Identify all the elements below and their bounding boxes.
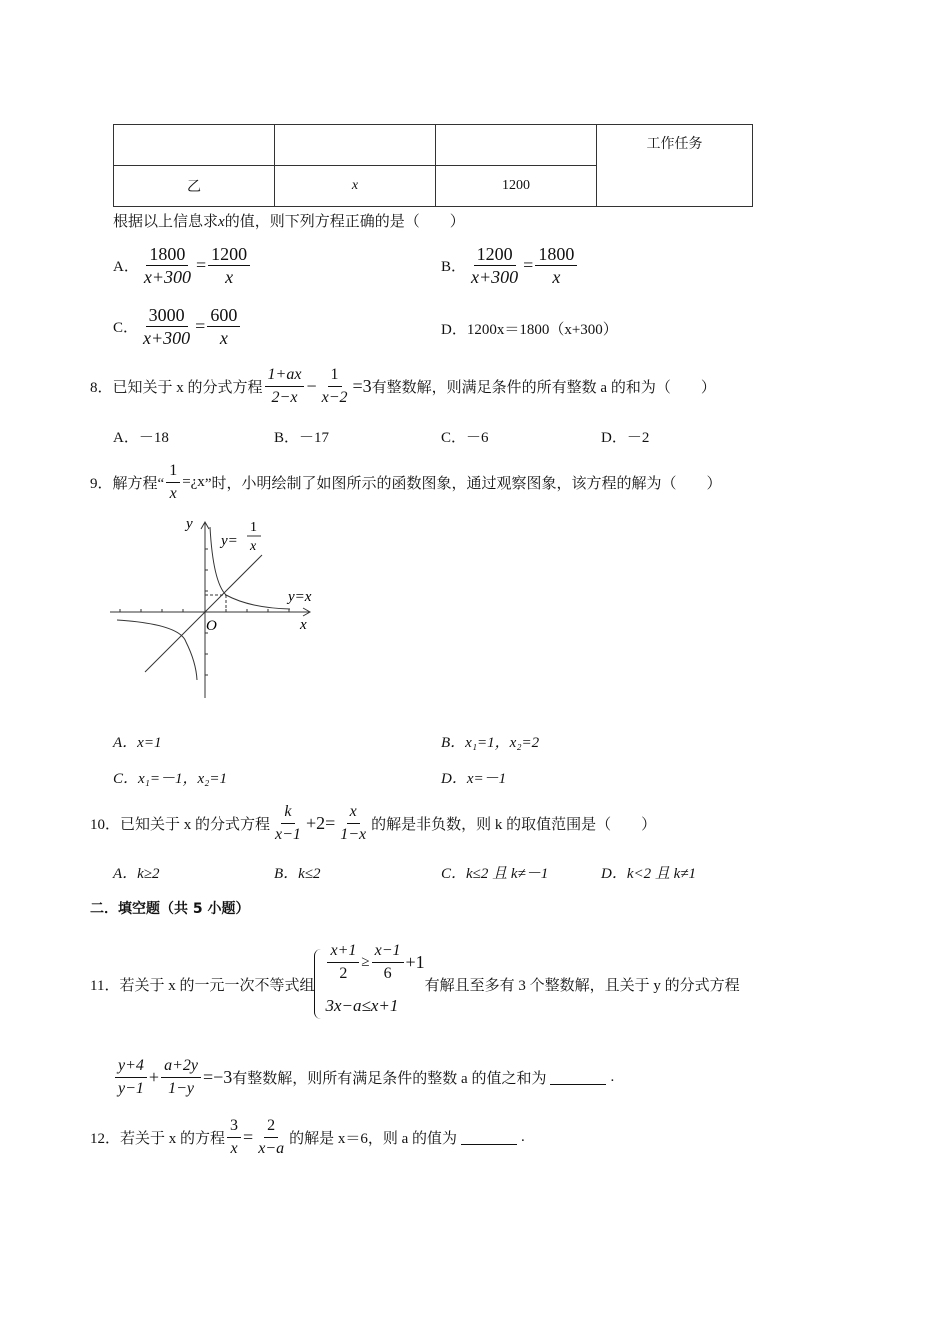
origin-label: O xyxy=(206,618,217,634)
section-heading: 二．填空题（共 5 小题） xyxy=(90,901,250,917)
line-y-eq-x xyxy=(145,555,262,672)
q9-option-a[interactable]: A．x=1 xyxy=(113,735,162,751)
hyperbola-branch-2 xyxy=(117,620,197,680)
q8-option-a[interactable]: A．－18 xyxy=(113,430,169,446)
inequality-system: $\frac{x+1}{2}$ ≥ $\frac{x-1}{6}$ +1 3x−a≤x+1 xyxy=(325,941,425,1015)
table-cell xyxy=(114,125,275,166)
y-axis-label: y xyxy=(186,516,193,532)
table-merged-cell: 工作任务 xyxy=(597,125,753,207)
q7-stem: 根据以上信息求x的值，则下列方程正确的是（ ） xyxy=(113,214,465,230)
q7-option-a[interactable]: A． $\frac{1800}{x+300}$ = $\frac{1200}{x}$ xyxy=(113,243,252,288)
line-label: y=x xyxy=(288,589,312,605)
answer-blank[interactable] xyxy=(550,1070,606,1085)
q9-stem: 9． 解方程“ $\frac{1}{x}$ =¿x ”时，小明绘制了如图所示的函数图象，通过观察图象，该方程的解为（ ） xyxy=(90,462,722,502)
table-cell: 乙 xyxy=(114,166,275,207)
system-brace xyxy=(314,949,321,1019)
curve-label-den: x xyxy=(250,539,257,554)
q9-option-c[interactable]: C．x₁=－1，x₂=1 xyxy=(113,771,227,787)
q8-stem: 8． 已知关于 x 的分式方程 $\frac{1+ax}{2-x}$ − $\frac{1}{x-2}$ =3 有整数解，则满足条件的所有整数 a 的和为（ ） xyxy=(90,366,716,406)
table-cell xyxy=(275,125,436,166)
q7-option-c[interactable]: C． $\frac{3000}{x+300}$ = $\frac{600}{x}$ xyxy=(113,304,242,349)
x-axis-label: x xyxy=(300,617,307,633)
q10-option-b[interactable]: B．k≤2 xyxy=(274,866,321,882)
q10-option-a[interactable]: A．k≥2 xyxy=(113,866,160,882)
q12-stem: 12． 若关于 x 的方程 $\frac{3}{x}$ = $\frac{2}{x-a}$ 的解是 x＝6，则 a 的值为 . xyxy=(90,1117,525,1157)
work-table xyxy=(113,124,753,207)
q11-stem: 11． 若关于 x 的一元一次不等式组 $\frac{x+1}{2}$ ≥ $\frac{x-1}{6}$ +1 3x−a≤x+1 有解且至多有 3 个整数解，且关于 y 的分式方程 xyxy=(90,940,740,1028)
answer-blank[interactable] xyxy=(461,1130,517,1145)
q9-option-b[interactable]: B．x₁=1，x₂=2 xyxy=(441,735,540,751)
curve-label-num: 1 xyxy=(250,520,257,535)
q7-option-d[interactable]: D．1200x＝1800（x+300） xyxy=(441,322,618,338)
q10-option-c[interactable]: C．k≤2 且 k≠－1 xyxy=(441,866,549,882)
q9-option-d[interactable]: D．x=－1 xyxy=(441,771,507,787)
q10-stem: 10． 已知关于 x 的分式方程 $\frac{k}{x-1}$ +2= $\frac{x}{1-x}$ 的解是非负数，则 k 的取值范围是（ ） xyxy=(90,803,657,843)
table-cell xyxy=(436,125,597,166)
curve-label-prefix: y= xyxy=(221,533,238,549)
table-cell: x xyxy=(275,166,436,207)
q8-option-b[interactable]: B．－17 xyxy=(274,430,330,446)
q7-option-b[interactable]: B． $\frac{1200}{x+300}$ = $\frac{1800}{x}$ xyxy=(441,243,579,288)
q9-function-graph xyxy=(110,512,330,702)
q8-option-c[interactable]: C．－6 xyxy=(441,430,489,446)
table-cell: 1200 xyxy=(436,166,597,207)
q10-option-d[interactable]: D．k<2 且 k≠1 xyxy=(601,866,697,882)
q11-equation: $\frac{y+4}{y-1}$ + $\frac{a+2y}{1-y}$ =−3 有整数解，则所有满足条件的整数 a 的值之和为 . xyxy=(113,1055,614,1100)
q8-option-d[interactable]: D．－2 xyxy=(601,430,650,446)
